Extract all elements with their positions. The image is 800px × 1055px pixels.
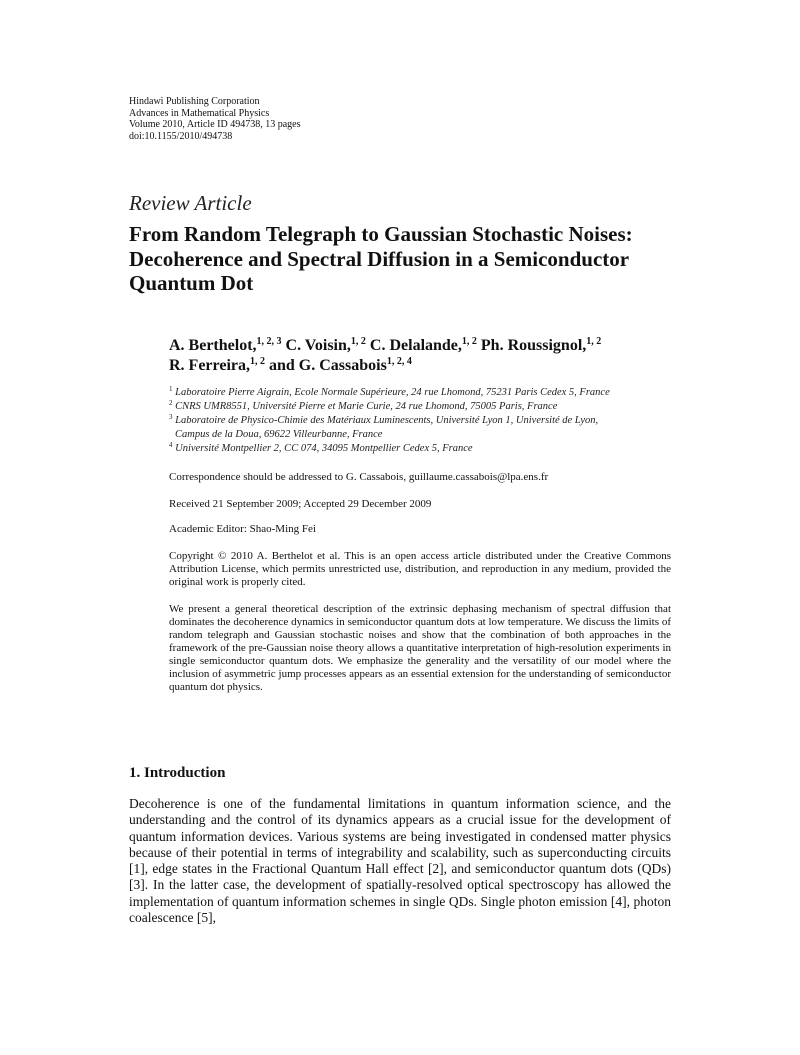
author: R. Ferreira,$^{1, 2}$ (169, 356, 265, 374)
affiliation-list (169, 386, 679, 456)
affiliation: $^1$ Laboratoire Pierre Aigrain, Ecole Normale Supérieure, 24 rue Lhomond, 75231 Paris Cedex 5, France (169, 385, 610, 398)
article-type: Review Article (129, 191, 252, 215)
journal-line: Advances in Mathematical Physics (129, 107, 270, 119)
volume-line: Volume 2010, Article ID 494738, 13 pages (129, 119, 301, 130)
author-list (169, 336, 679, 376)
dates-line: Received 21 September 2009; Accepted 29 December 2009 (169, 498, 432, 510)
copyright-notice: Copyright © 2010 A. Berthelot et al. This is an open access article distributed under the Creative Commons Attribution License, which permits unrestricted use, distribution, and reproduction in any medium, provided the original work is properly cited. (169, 550, 671, 588)
journal-header (129, 96, 529, 142)
editor-line: Academic Editor: Shao-Ming Fei (169, 523, 316, 535)
correspondence-line: Correspondence should be addressed to G. Cassabois, guillaume.cassabois@lpa.ens.fr (169, 471, 549, 483)
author: and G. Cassabois$^{1, 2, 4}$ (269, 356, 412, 374)
affiliation: $^4$ Université Montpellier 2, CC 074, 34095 Montpellier Cedex 5, France (169, 441, 473, 454)
affiliation: $^3$ Laboratoire de Physico-Chimie des Matériaux Luminescents, Université Lyon 1, Université de Lyon, (169, 413, 599, 426)
author: Ph. Roussignol,$^{1, 2}$ (480, 336, 602, 354)
author: C. Delalande,$^{1, 2}$ (369, 336, 477, 354)
affiliation-continuation: Campus de la Doua, 69622 Villeurbanne, France (175, 429, 383, 440)
author: C. Voisin,$^{1, 2}$ (285, 336, 366, 354)
doi-line: doi:10.1155/2010/494738 (129, 130, 233, 142)
publisher-line: Hindawi Publishing Corporation (129, 96, 260, 107)
intro-paragraph: Decoherence is one of the fundamental limitations in quantum information science, and the understanding and the control of its dynamics appears as a crucial issue for the development of quantum information devices. Various systems are being investigated in condensed matter physics because of their potential in terms of integrability and scalability, such as superconducting circuits [1], edge states in the Fractional Quantum Hall effect [2], and semiconductor quantum dots (QDs) [3]. In the latter case, the development of spatially-resolved optical spectroscopy has allowed the implementation of quantum information schemes in single QDs. Single photon emission [4], photon coalescence [5], (129, 796, 671, 926)
affiliation: $^2$ CNRS UMR8551, Université Pierre et Marie Curie, 24 rue Lhomond, 75005 Paris, France (169, 399, 558, 412)
section-heading: 1. Introduction (129, 765, 226, 781)
author: A. Berthelot,$^{1, 2, 3}$ (169, 336, 282, 354)
article-title: From Random Telegraph to Gaussian Stochastic Noises: Decoherence and Spectral Diffusion in a Semiconductor Quantum Dot (129, 222, 633, 295)
abstract-text: We present a general theoretical description of the extrinsic dephasing mechanism of spectral diffusion that dominates the decoherence dynamics in semiconductor quantum dots at low temperature. We discuss the limits of random telegraph and Gaussian stochastic noises and show that the combination of both approaches in the framework of the pre-Gaussian noise theory allows a quantitative interpretation of high-resolution experiments in single semiconductor quantum dots. We emphasize the generality and the versatility of our model where the inclusion of asymmetric jump processes appears as an essential extension for the understanding of semiconductor quantum dot physics. (169, 603, 671, 693)
